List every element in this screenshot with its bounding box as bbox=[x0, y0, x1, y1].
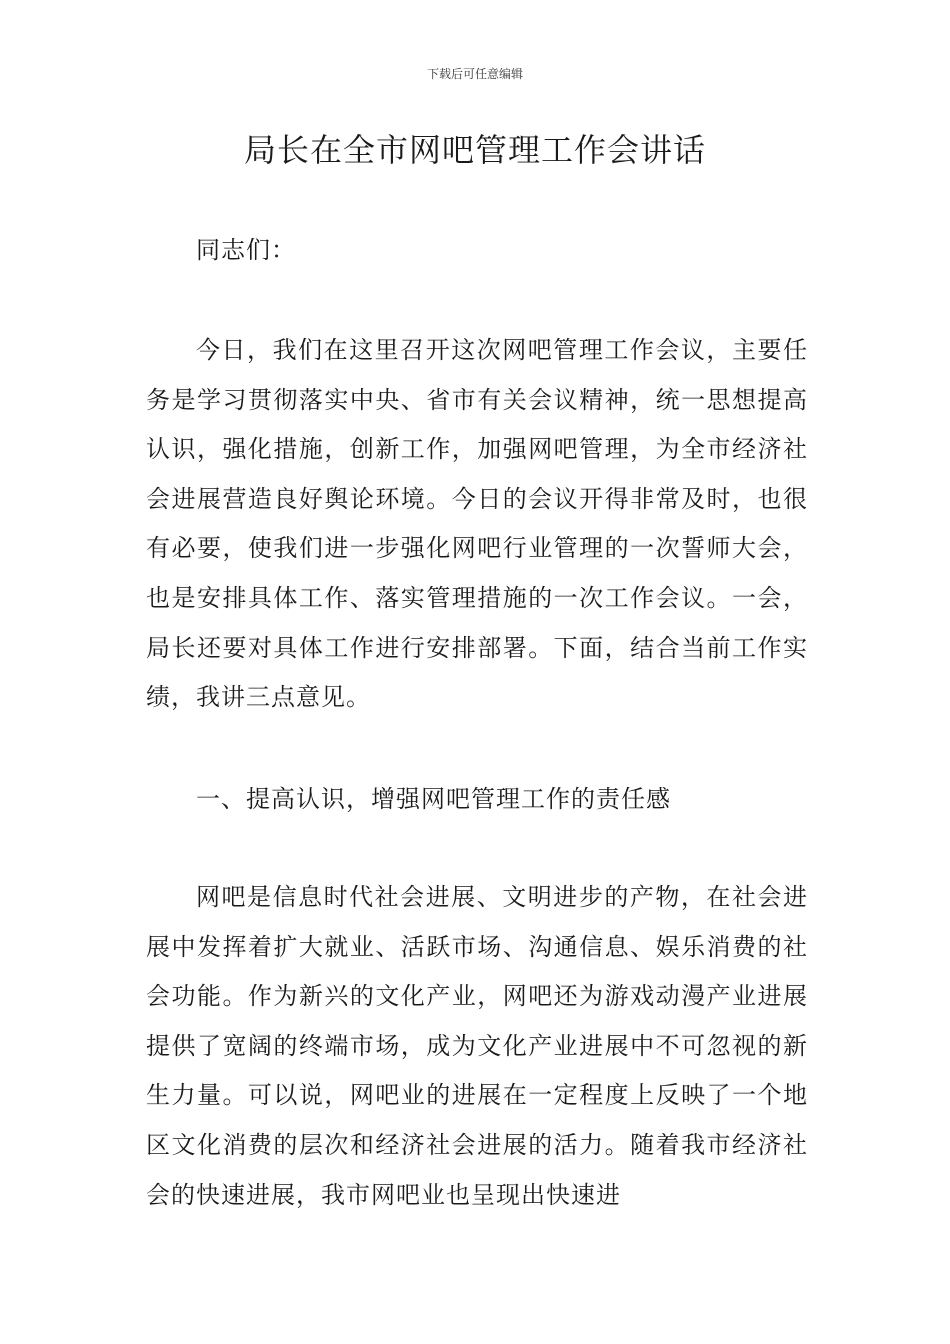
section-heading-1: 一、提高认识，增强网吧管理工作的责任感 bbox=[196, 785, 671, 813]
salutation: 同志们： bbox=[196, 236, 296, 264]
document-title: 局长在全市网吧管理工作会讲话 bbox=[243, 131, 706, 169]
paragraph-1: 今日，我们在这里召开这次网吧管理工作会议，主要任务是学习贯彻落实中央、省市有关会议精神，统一思想提高认识，强化措施，创新工作，加强网吧管理，为全市经济社会进展营造良好舆论环境。今日的会议开得非常及时，也很有必要，使我们进一步强化网吧行业管理的一次誓师大会，也是安排具体工作、落实管理措施的一次工作会议。一会，局长还要对具体工作进行安排部署。下面，结合当前工作实绩，我讲三点意见。 bbox=[146, 336, 808, 712]
header-note: 下载后可任意编辑 bbox=[426, 67, 523, 81]
paragraph-2: 网吧是信息时代社会进展、文明进步的产物，在社会进展中发挥着扩大就业、活跃市场、沟通信息、娱乐消费的社会功能。作为新兴的文化产业，网吧还为游戏动漫产业进展提供了宽阔的终端市场，成为文化产业进展中不可忽视的新生力量。可以说，网吧业的进展在一定程度上反映了一个地区文化消费的层次和经济社会进展的活力。随着我市经济社会的快速进展，我市网吧业也呈现出快速进 bbox=[146, 883, 808, 1209]
